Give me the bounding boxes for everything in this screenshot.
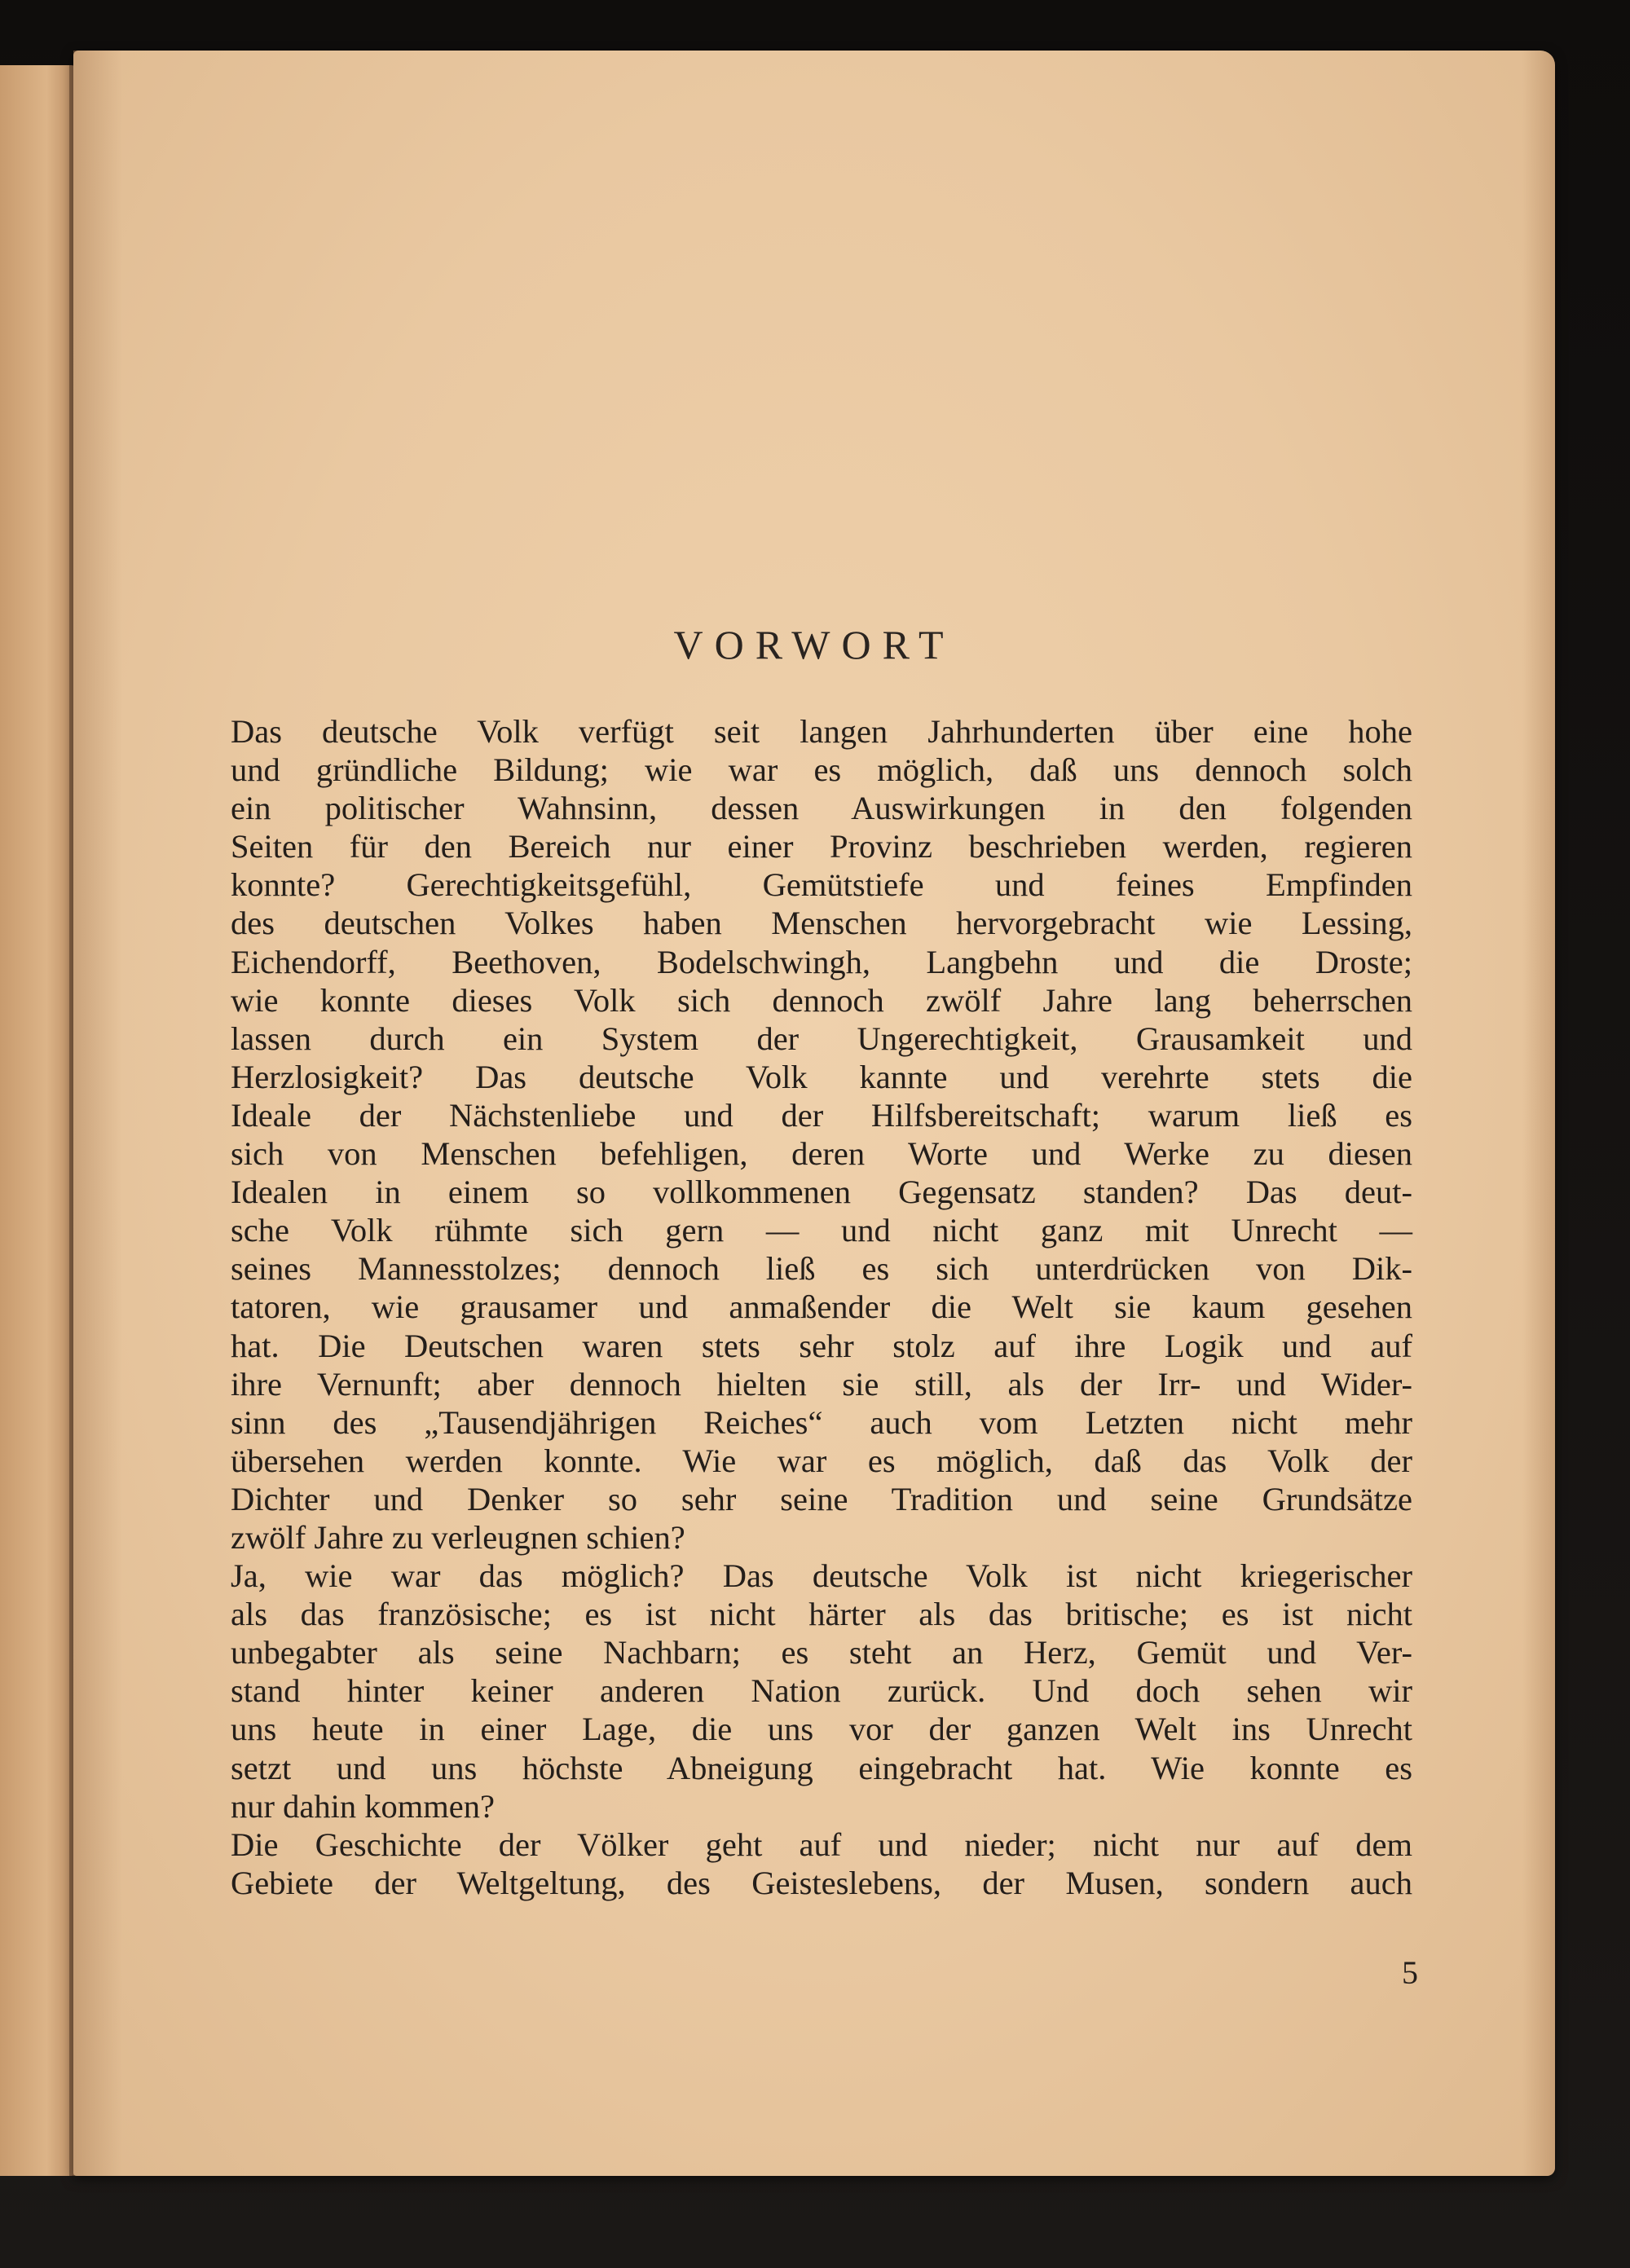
text-line: und gründliche Bildung; wie war es möglich, daß uns dennoch solch xyxy=(231,751,1412,789)
text-line: Die Geschichte der Völker geht auf und nieder; nicht nur auf dem xyxy=(231,1825,1412,1863)
text-line: ihre Vernunft; aber dennoch hielten sie still, als der Irr- und Wider- xyxy=(231,1365,1412,1403)
text-line: zwölf Jahre zu verleugnen schien? xyxy=(231,1518,685,1556)
page-shading-left xyxy=(73,51,122,2176)
text-line: stand hinter keiner anderen Nation zurück. Und doch sehen wir xyxy=(231,1672,1412,1710)
text-line: hat. Die Deutschen waren stets sehr stolz auf ihre Logik und auf xyxy=(231,1327,1412,1364)
body-text xyxy=(231,712,1412,1902)
left-page-edge xyxy=(0,65,77,2176)
book-page xyxy=(73,51,1555,2176)
text-line: seines Mannesstolzes; dennoch ließ es sich unterdrücken von Dik- xyxy=(231,1250,1412,1288)
text-line: setzt und uns höchste Abneigung eingebracht hat. Wie konnte es xyxy=(231,1749,1412,1786)
text-line: konnte? Gerechtigkeitsgefühl, Gemütstiefe und feines Empfinden xyxy=(231,866,1412,904)
text-line: wie konnte dieses Volk sich dennoch zwölf Jahre lang beherrschen xyxy=(231,981,1412,1019)
text-line: des deutschen Volkes haben Menschen hervorgebracht wie Lessing, xyxy=(231,905,1412,942)
text-line: als das französische; es ist nicht härter als das britische; es ist nicht xyxy=(231,1596,1412,1633)
text-line: Ja, wie war das möglich? Das deutsche Volk ist nicht kriegerischer xyxy=(231,1557,1412,1595)
text-line: Das deutsche Volk verfügt seit langen Jahrhunderten über eine hohe xyxy=(231,713,1412,750)
page-number: 5 xyxy=(1402,1954,1418,1991)
text-line: nur dahin kommen? xyxy=(231,1787,495,1825)
text-line: übersehen werden konnte. Wie war es möglich, daß das Volk der xyxy=(231,1442,1412,1479)
text-line: Gebiete der Weltgeltung, des Geisteslebens, der Musen, sondern auch xyxy=(231,1864,1412,1901)
text-line: Eichendorff, Beethoven, Bodelschwingh, Langbehn und die Droste; xyxy=(231,943,1412,980)
text-line: sche Volk rühmte sich gern — und nicht ganz mit Unrecht — xyxy=(231,1212,1412,1249)
text-line: Ideale der Nächstenliebe und der Hilfsbereitschaft; warum ließ es xyxy=(231,1096,1412,1134)
text-line: Seiten für den Bereich nur einer Provinz beschrieben werden, regieren xyxy=(231,828,1412,865)
text-line: uns heute in einer Lage, die uns vor der ganzen Welt ins Unrecht xyxy=(231,1711,1412,1748)
text-line: Herzlosigkeit? Das deutsche Volk kannte und verehrte stets die xyxy=(231,1058,1412,1095)
text-line: sinn des „Tausendjährigen Reiches“ auch vom Letzten nicht mehr xyxy=(231,1403,1412,1441)
chapter-heading: VORWORT xyxy=(673,622,955,667)
text-line: lassen durch ein System der Ungerechtigkeit, Grausamkeit und xyxy=(231,1019,1412,1057)
text-line: Idealen in einem so vollkommenen Gegensatz standen? Das deut- xyxy=(231,1174,1412,1211)
text-line: Dichter und Denker so sehr seine Tradition und seine Grundsätze xyxy=(231,1480,1412,1517)
text-line: sich von Menschen befehligen, deren Worte und Werke zu diesen xyxy=(231,1135,1412,1173)
page-shading-right xyxy=(1522,51,1555,2176)
text-line: ein politischer Wahnsinn, dessen Auswirkungen in den folgenden xyxy=(231,790,1412,827)
text-line: unbegabter als seine Nachbarn; es steht an Herz, Gemüt und Ver- xyxy=(231,1634,1412,1671)
text-line: tatoren, wie grausamer und anmaßender die Welt sie kaum gesehen xyxy=(231,1288,1412,1326)
